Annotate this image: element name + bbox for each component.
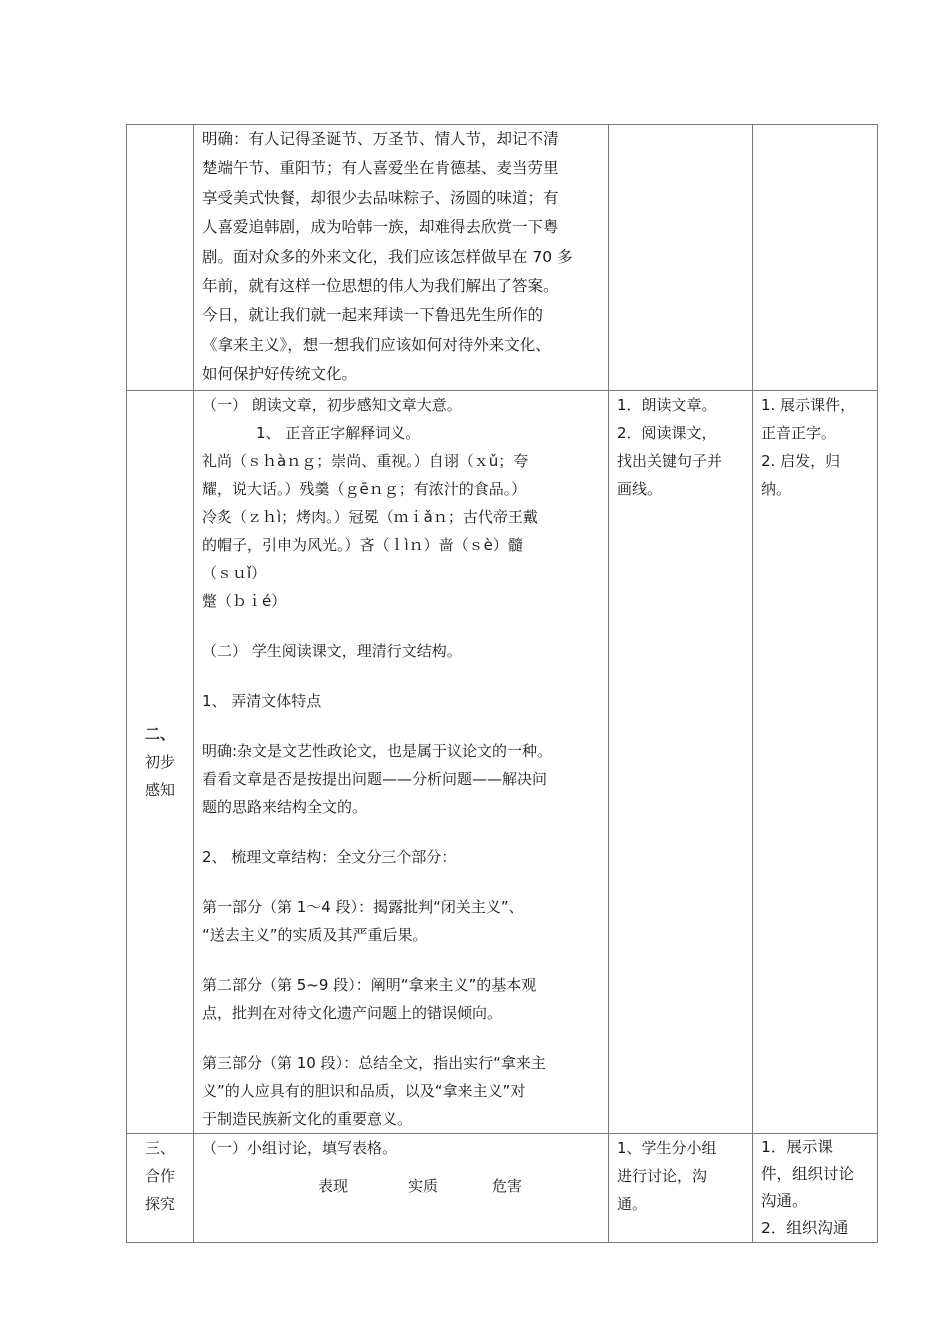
stage-number: 二、 <box>144 724 175 743</box>
clarify-line: 题的思路来结构全文的。 <box>202 797 368 816</box>
teacher-activity: 1．展示课 <box>761 1137 833 1156</box>
section-title: （一）小组讨论，填写表格。 <box>202 1138 398 1157</box>
vocab-line: （ｓｕǐ） <box>202 563 267 582</box>
intro-line: 今日，就让我们就一起来拜读一下鲁迅先生所作的 <box>202 306 544 325</box>
teacher-activity: 1. 展示课件， <box>761 395 856 414</box>
section-title: （二） 学生阅读课文，理清行文结构。 <box>202 641 462 660</box>
stage-label: 合作 <box>144 1166 175 1185</box>
section-item: 1、 正音正字解释词义。 <box>256 423 421 442</box>
stage-label: 初步 <box>144 752 175 771</box>
vocab-line: 耀，说大话。）残羹（ｇēｎｇ；有浓汁的食品。） <box>202 479 527 498</box>
student-activity: 2．阅读课文， <box>617 423 717 442</box>
student-activity: 进行讨论，沟 <box>617 1166 708 1185</box>
intro-line: 《拿来主义》，想一想我们应该如何对待外来文化、 <box>202 335 551 354</box>
header-cell-shizhi: 实质 <box>408 1176 439 1195</box>
header-cell-weihai: 危害 <box>492 1176 523 1195</box>
part-line: 第一部分（第 1～4 段）：揭露批判“闭关主义”、 <box>202 897 524 916</box>
table-row-preliminary <box>127 390 878 1133</box>
intro-line: 剧。面对众多的外来文化，我们应该怎样做早在 70 多 <box>202 247 573 266</box>
inner-table-header <box>202 1172 602 1200</box>
part-line: 第三部分（第 10 段）：总结全文，指出实行“拿来主 <box>202 1053 546 1072</box>
teacher-activity: 件，组织讨论 <box>761 1164 855 1183</box>
student-cell-intro <box>609 125 753 391</box>
header-cell-biaoxian: 表现 <box>318 1176 349 1195</box>
part-line: “送去主义”的实质及其严重后果。 <box>202 925 428 944</box>
stage-label: 感知 <box>144 780 175 799</box>
student-cell-preliminary <box>609 390 753 1133</box>
student-activity: 通。 <box>617 1194 648 1213</box>
student-activity: 1．朗读文章。 <box>617 395 717 414</box>
intro-line: 明确：有人记得圣诞节、万圣节、情人节，却记不清 <box>202 130 559 148</box>
section-title: （一） 朗读文章，初步感知文章大意。 <box>202 395 462 414</box>
intro-line: 享受美式快餐，却很少去品味粽子、汤圆的味道；有 <box>202 188 559 207</box>
vocab-line: 礼尚（ｓｈàｎｇ；崇尚、重视。）自诩（ｘǔ；夸 <box>202 451 529 470</box>
clarify-line: 看看文章是否是按提出问题——分析问题——解决问 <box>202 769 548 788</box>
clarify-line: 明确:杂文是文艺性政论文，也是属于议论文的一种。 <box>202 741 553 760</box>
table-row-intro <box>127 125 878 391</box>
teacher-cell-preliminary <box>753 390 878 1133</box>
vocab-line: 冷炙（ｚｈì；烤肉。）冠冕（ｍｉǎｎ；古代帝王戴 <box>202 507 538 526</box>
student-activity: 1、学生分小组 <box>617 1138 717 1157</box>
part-line: 义”的人应具有的胆识和品质，以及“拿来主义”对 <box>202 1081 526 1100</box>
teacher-cell-intro <box>753 125 878 391</box>
stage-cell-cooperate <box>127 1133 194 1242</box>
teacher-activity: 2．组织沟通 <box>761 1218 849 1237</box>
student-cell-cooperate <box>609 1133 753 1242</box>
intro-line: 人喜爱追韩剧，成为哈韩一族，却难得去欣赏一下粤 <box>202 218 559 237</box>
teacher-activity: 正音正字。 <box>761 423 837 442</box>
student-activity: 找出关键句子并 <box>617 451 723 470</box>
vocab-line: 蹩（ｂｉé） <box>202 591 287 610</box>
stage-cell-intro <box>127 125 194 391</box>
vocab-line: 的帽子，引申为风光。）吝（ｌìｎ）啬（ｓè）髓 <box>202 535 523 554</box>
teacher-cell-cooperate <box>753 1133 878 1242</box>
student-activity: 画线。 <box>617 479 663 498</box>
content-cell-preliminary <box>194 390 609 1133</box>
teacher-activity: 沟通。 <box>761 1191 808 1210</box>
teacher-activity: 2. 启发，归 <box>761 451 841 470</box>
teacher-activity: 纳。 <box>761 479 792 498</box>
section-item: 2、 梳理文章结构：全文分三个部分： <box>202 847 457 866</box>
lesson-plan-table <box>126 124 878 1243</box>
intro-line: 如何保护好传统文化。 <box>202 365 358 384</box>
part-line: 第二部分（第 5~9 段）：阐明“拿来主义”的基本观 <box>202 975 537 994</box>
intro-line: 年前，就有这样一位思想的伟人为我们解出了答案。 <box>202 277 559 296</box>
part-line: 于制造民族新文化的重要意义。 <box>202 1109 413 1128</box>
table-row-cooperate <box>127 1133 878 1242</box>
stage-number: 三、 <box>144 1138 175 1157</box>
part-line: 点，批判在对待文化遗产问题上的错误倾向。 <box>202 1003 503 1022</box>
stage-label: 探究 <box>144 1194 175 1213</box>
content-cell-cooperate <box>194 1133 609 1242</box>
content-cell-intro <box>194 125 609 391</box>
stage-cell-preliminary <box>127 390 194 1133</box>
section-item: 1、 弄清文体特点 <box>202 691 322 710</box>
intro-line: 楚端午节、重阳节；有人喜爱坐在肯德基、麦当劳里 <box>202 159 559 178</box>
